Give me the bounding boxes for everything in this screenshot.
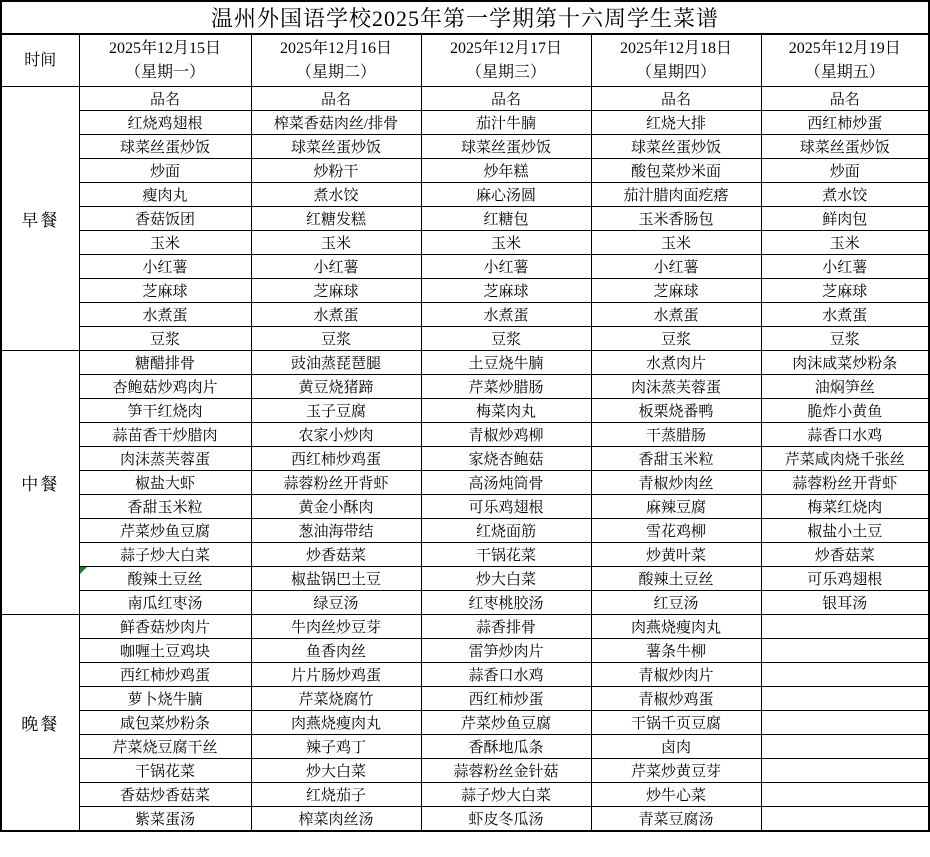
menu-cell: 茄汁牛腩	[421, 111, 591, 135]
day-date: 2025年12月17日	[449, 39, 562, 57]
menu-cell: 青椒炒肉丝	[591, 471, 761, 495]
menu-row	[1, 423, 929, 447]
menu-cell: 酸包菜炒米面	[591, 159, 761, 183]
menu-cell: 红烧大排	[591, 111, 761, 135]
menu-cell: 酸辣土豆丝	[591, 567, 761, 591]
menu-row	[1, 495, 929, 519]
menu-cell: 芹菜炒鱼豆腐	[421, 711, 591, 735]
menu-cell: 糖醋排骨	[79, 351, 251, 375]
menu-cell: 青菜豆腐汤	[591, 807, 761, 832]
menu-cell: 可乐鸡翅根	[421, 495, 591, 519]
day-weekday: （星期一）	[124, 63, 205, 81]
menu-cell: 西红柿炒蛋	[421, 687, 591, 711]
menu-cell: 炒面	[761, 159, 929, 183]
menu-cell: 干锅花菜	[421, 543, 591, 567]
menu-cell: 香菇饭团	[79, 207, 251, 231]
day-date: 2025年12月16日	[279, 39, 392, 57]
menu-cell: 小红薯	[251, 255, 421, 279]
menu-cell: 椒盐小土豆	[761, 519, 929, 543]
menu-cell: 榨菜香菇肉丝/排骨	[251, 111, 421, 135]
menu-cell: 肉沫蒸芙蓉蛋	[79, 447, 251, 471]
menu-cell: 板栗烧番鸭	[591, 399, 761, 423]
menu-row	[1, 135, 929, 159]
menu-row	[1, 111, 929, 135]
menu-cell	[761, 711, 929, 735]
menu-row	[1, 279, 929, 303]
menu-cell: 煮水饺	[761, 183, 929, 207]
menu-cell: 黄豆烧猪蹄	[251, 375, 421, 399]
menu-cell: 玉米香肠包	[591, 207, 761, 231]
menu-cell: 椒盐大虾	[79, 471, 251, 495]
menu-cell: 肉燕烧瘦肉丸	[591, 615, 761, 639]
menu-cell: 麻心汤圆	[421, 183, 591, 207]
menu-cell: 南瓜红枣汤	[79, 591, 251, 615]
menu-row	[1, 303, 929, 327]
menu-cell: 红烧鸡翅根	[79, 111, 251, 135]
menu-cell: 炒黄叶菜	[591, 543, 761, 567]
menu-cell: 芹菜烧豆腐干丝	[79, 735, 251, 759]
menu-cell: 芝麻球	[421, 279, 591, 303]
menu-cell: 卤肉	[591, 735, 761, 759]
menu-cell: 玉子豆腐	[251, 399, 421, 423]
menu-cell	[761, 759, 929, 783]
menu-cell: 小红薯	[591, 255, 761, 279]
menu-row	[1, 327, 929, 351]
menu-cell: 脆炸小黄鱼	[761, 399, 929, 423]
menu-cell	[761, 615, 929, 639]
time-column-header: 时间	[1, 34, 79, 87]
menu-cell: 油焖笋丝	[761, 375, 929, 399]
menu-cell: 水煮蛋	[79, 303, 251, 327]
menu-row	[1, 807, 929, 832]
menu-cell: 蒜蓉粉丝开背虾	[251, 471, 421, 495]
item-name-header: 品名	[79, 87, 251, 111]
day-weekday: （星期四）	[635, 63, 716, 81]
menu-cell: 豆浆	[79, 327, 251, 351]
menu-row	[1, 255, 929, 279]
menu-cell: 红糖包	[421, 207, 591, 231]
menu-cell: 球菜丝蛋炒饭	[591, 135, 761, 159]
menu-row	[1, 159, 929, 183]
menu-cell: 土豆烧牛腩	[421, 351, 591, 375]
menu-cell: 水煮蛋	[251, 303, 421, 327]
menu-cell: 红豆汤	[591, 591, 761, 615]
menu-cell: 肉燕烧瘦肉丸	[251, 711, 421, 735]
menu-cell: 红烧茄子	[251, 783, 421, 807]
menu-cell: 球菜丝蛋炒饭	[761, 135, 929, 159]
day-weekday: （星期五）	[804, 63, 885, 81]
menu-row	[1, 663, 929, 687]
day-header-friday	[761, 34, 929, 87]
item-name-header: 品名	[251, 87, 421, 111]
menu-cell: 红糖发糕	[251, 207, 421, 231]
day-header-tuesday	[251, 34, 421, 87]
menu-cell: 榨菜肉丝汤	[251, 807, 421, 832]
menu-cell: 水煮肉片	[591, 351, 761, 375]
item-name-header: 品名	[421, 87, 591, 111]
meal-label-lunch: 中餐	[1, 351, 79, 615]
menu-cell: 家烧杏鲍菇	[421, 447, 591, 471]
menu-cell: 蒜子炒大白菜	[421, 783, 591, 807]
menu-cell: 芹菜咸肉烧千张丝	[761, 447, 929, 471]
menu-row	[1, 735, 929, 759]
menu-body	[1, 87, 929, 832]
menu-cell: 芹菜炒鱼豆腐	[79, 519, 251, 543]
menu-cell: 香酥地瓜条	[421, 735, 591, 759]
menu-cell: 葱油海带结	[251, 519, 421, 543]
menu-row	[1, 615, 929, 639]
menu-cell: 茄汁腊肉面疙瘩	[591, 183, 761, 207]
menu-cell: 炒香菇菜	[251, 543, 421, 567]
menu-cell: 蒜香口水鸡	[421, 663, 591, 687]
menu-cell: 芝麻球	[79, 279, 251, 303]
menu-cell: 芹菜炒腊肠	[421, 375, 591, 399]
menu-cell: 香菇炒香菇菜	[79, 783, 251, 807]
menu-cell: 炒牛心菜	[591, 783, 761, 807]
day-header-wednesday	[421, 34, 591, 87]
menu-cell	[761, 639, 929, 663]
menu-row	[1, 639, 929, 663]
menu-cell: 炒年糕	[421, 159, 591, 183]
menu-cell: 蒜子炒大白菜	[79, 543, 251, 567]
menu-cell: 豆浆	[421, 327, 591, 351]
menu-cell: 煮水饺	[251, 183, 421, 207]
menu-cell: 辣子鸡丁	[251, 735, 421, 759]
menu-row	[1, 543, 929, 567]
menu-cell: 豆浆	[251, 327, 421, 351]
menu-cell: 椒盐锅巴土豆	[251, 567, 421, 591]
menu-cell: 鲜肉包	[761, 207, 929, 231]
menu-cell: 炒大白菜	[251, 759, 421, 783]
page-title: 温州外国语学校2025年第一学期第十六周学生菜谱	[1, 1, 929, 34]
menu-cell: 西红柿炒鸡蛋	[79, 663, 251, 687]
menu-cell: 香甜玉米粒	[591, 447, 761, 471]
menu-row	[1, 783, 929, 807]
menu-row	[1, 591, 929, 615]
menu-cell: 水煮蛋	[761, 303, 929, 327]
menu-cell: 芝麻球	[251, 279, 421, 303]
menu-cell: 西红柿炒蛋	[761, 111, 929, 135]
menu-row	[1, 87, 929, 111]
day-header-monday	[79, 34, 251, 87]
menu-cell: 黄金小酥肉	[251, 495, 421, 519]
menu-cell: 芹菜炒黄豆芽	[591, 759, 761, 783]
menu-cell: 虾皮冬瓜汤	[421, 807, 591, 832]
menu-cell: 咸包菜炒粉条	[79, 711, 251, 735]
menu-cell: 玉米	[251, 231, 421, 255]
item-name-header: 品名	[761, 87, 929, 111]
menu-cell: 绿豆汤	[251, 591, 421, 615]
menu-cell: 炒香菇菜	[761, 543, 929, 567]
menu-cell: 红枣桃胶汤	[421, 591, 591, 615]
menu-cell: 芝麻球	[591, 279, 761, 303]
menu-cell: 红烧面筋	[421, 519, 591, 543]
menu-row	[1, 399, 929, 423]
menu-cell: 芹菜烧腐竹	[251, 687, 421, 711]
menu-cell: 西红柿炒鸡蛋	[251, 447, 421, 471]
day-date: 2025年12月18日	[619, 39, 732, 57]
menu-cell: 小红薯	[761, 255, 929, 279]
menu-cell	[761, 735, 929, 759]
menu-cell: 萝卜烧牛腩	[79, 687, 251, 711]
menu-row	[1, 759, 929, 783]
menu-row	[1, 351, 929, 375]
day-weekday: （星期二）	[295, 63, 376, 81]
menu-cell: 麻辣豆腐	[591, 495, 761, 519]
menu-cell: 雷笋炒肉片	[421, 639, 591, 663]
meal-label-breakfast: 早餐	[1, 87, 79, 351]
menu-cell: 农家小炒肉	[251, 423, 421, 447]
menu-cell: 豉油蒸琵琶腿	[251, 351, 421, 375]
day-weekday: （星期三）	[465, 63, 546, 81]
menu-cell: 玉米	[761, 231, 929, 255]
menu-row	[1, 567, 929, 591]
menu-cell: 水煮蛋	[421, 303, 591, 327]
menu-cell: 高汤炖筒骨	[421, 471, 591, 495]
menu-cell: 牛肉丝炒豆芽	[251, 615, 421, 639]
menu-cell: 薯条牛柳	[591, 639, 761, 663]
menu-row	[1, 519, 929, 543]
menu-cell: 蒜香排骨	[421, 615, 591, 639]
menu-cell: 雪花鸡柳	[591, 519, 761, 543]
menu-cell	[761, 663, 929, 687]
menu-cell: 干蒸腊肠	[591, 423, 761, 447]
menu-cell: 球菜丝蛋炒饭	[421, 135, 591, 159]
menu-cell: 玉米	[79, 231, 251, 255]
menu-row	[1, 183, 929, 207]
menu-cell: 球菜丝蛋炒饭	[79, 135, 251, 159]
menu-row	[1, 207, 929, 231]
day-header-thursday	[591, 34, 761, 87]
menu-cell: 炒大白菜	[421, 567, 591, 591]
menu-cell: 玉米	[591, 231, 761, 255]
menu-cell	[761, 687, 929, 711]
menu-cell: 炒面	[79, 159, 251, 183]
menu-row	[1, 471, 929, 495]
menu-cell: 瘦肉丸	[79, 183, 251, 207]
title-row	[1, 1, 929, 34]
menu-cell: 芝麻球	[761, 279, 929, 303]
menu-row	[1, 687, 929, 711]
menu-cell: 蒜蓉粉丝金针菇	[421, 759, 591, 783]
menu-cell: 香甜玉米粒	[79, 495, 251, 519]
menu-row	[1, 447, 929, 471]
menu-cell: 球菜丝蛋炒饭	[251, 135, 421, 159]
menu-cell: 豆浆	[591, 327, 761, 351]
menu-cell: 干锅千页豆腐	[591, 711, 761, 735]
menu-cell: 蒜香口水鸡	[761, 423, 929, 447]
header-row	[1, 34, 929, 87]
menu-cell: 杏鲍菇炒鸡肉片	[79, 375, 251, 399]
menu-cell: 青椒炒鸡柳	[421, 423, 591, 447]
menu-cell: 梅菜肉丸	[421, 399, 591, 423]
menu-row	[1, 375, 929, 399]
menu-cell: 青椒炒鸡蛋	[591, 687, 761, 711]
menu-cell: 青椒炒肉片	[591, 663, 761, 687]
menu-row	[1, 231, 929, 255]
menu-cell: 豆浆	[761, 327, 929, 351]
day-date: 2025年12月15日	[108, 39, 221, 57]
menu-cell: 水煮蛋	[591, 303, 761, 327]
menu-cell	[761, 807, 929, 832]
cell-comment-marker	[80, 567, 87, 574]
menu-cell: 银耳汤	[761, 591, 929, 615]
menu-cell: 酸辣土豆丝	[79, 567, 251, 591]
menu-cell: 小红薯	[421, 255, 591, 279]
menu-cell: 玉米	[421, 231, 591, 255]
meal-label-dinner: 晚餐	[1, 615, 79, 832]
menu-row	[1, 711, 929, 735]
menu-cell: 可乐鸡翅根	[761, 567, 929, 591]
menu-cell: 鱼香肉丝	[251, 639, 421, 663]
menu-cell: 笋干红烧肉	[79, 399, 251, 423]
menu-cell	[761, 783, 929, 807]
item-name-header: 品名	[591, 87, 761, 111]
menu-cell: 蒜蓉粉丝开背虾	[761, 471, 929, 495]
menu-cell: 小红薯	[79, 255, 251, 279]
menu-cell: 干锅花菜	[79, 759, 251, 783]
menu-cell: 蒜苗香干炒腊肉	[79, 423, 251, 447]
menu-cell: 鲜香菇炒肉片	[79, 615, 251, 639]
menu-cell: 咖喱土豆鸡块	[79, 639, 251, 663]
menu-cell: 炒粉干	[251, 159, 421, 183]
menu-cell: 梅菜红烧肉	[761, 495, 929, 519]
menu-cell: 肉沫咸菜炒粉条	[761, 351, 929, 375]
menu-cell: 肉沫蒸芙蓉蛋	[591, 375, 761, 399]
menu-cell: 片片肠炒鸡蛋	[251, 663, 421, 687]
day-date: 2025年12月19日	[788, 39, 901, 57]
menu-cell: 紫菜蛋汤	[79, 807, 251, 832]
